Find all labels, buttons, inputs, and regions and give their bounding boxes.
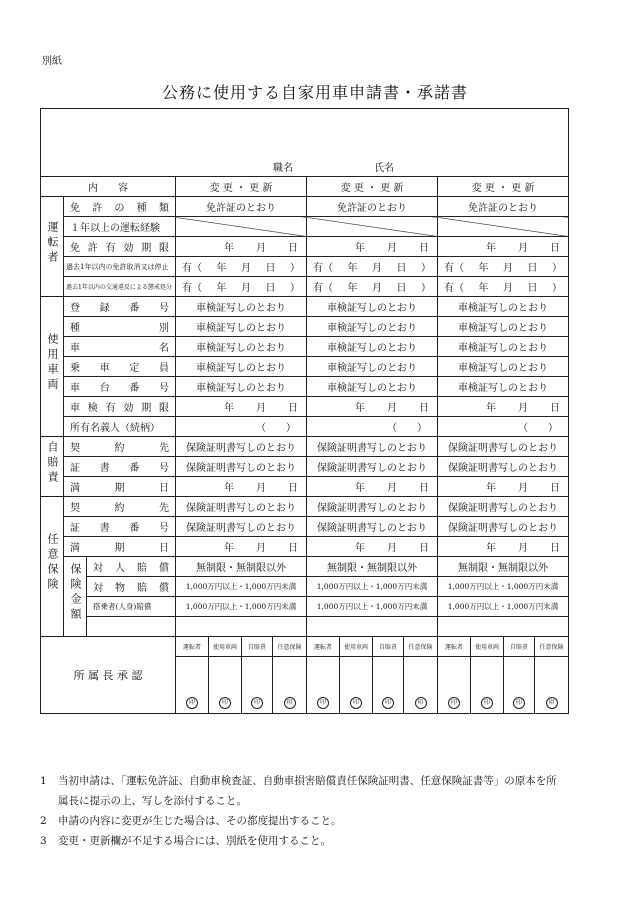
inspection-expiry-row	[41, 397, 569, 417]
change-update-header-2: 変 更 ・ 更 新	[307, 177, 438, 197]
note-3: 3 変更・更新欄が不足する場合には、別紙を使用すること。	[40, 835, 331, 847]
license-expiry-row	[41, 237, 569, 257]
nini-contractor-row	[41, 497, 569, 517]
inspection-expiry-value-1: 年 月 日	[176, 397, 307, 417]
bodily-liability-value-1: 無制限・無制限以外	[176, 557, 307, 577]
vehicle-name-row	[41, 337, 569, 357]
license-type-row	[41, 197, 569, 217]
seal-icon: 印	[317, 697, 329, 709]
registration-number-label: 登録番号	[64, 297, 176, 317]
stamp-cell[interactable]	[307, 657, 340, 714]
nini-certificate-value-2: 保険証明書写しのとおり	[307, 517, 438, 537]
driving-experience-label: １年以上の運転経験	[64, 217, 176, 237]
jibai-expiry-label: 満期日	[64, 477, 176, 497]
license-type-value-2: 免許証のとおり	[307, 197, 438, 217]
passenger-liability-label: 搭乗者(人身)賠償	[87, 597, 176, 617]
license-expiry-label: 免許有効期限	[64, 237, 176, 257]
capacity-label: 乗車定員	[64, 357, 176, 377]
registration-number-value-3: 車検証写しのとおり	[438, 297, 569, 317]
bodily-liability-value-2: 無制限・無制限以外	[307, 557, 438, 577]
capacity-value-1: 車検証写しのとおり	[176, 357, 307, 377]
amount-blank-row	[41, 617, 569, 637]
property-liability-value-2: 1,000万円以上・1,000万円未満	[307, 577, 438, 597]
seal-icon: 印	[415, 697, 427, 709]
nini-certificate-label: 証書番号	[64, 517, 176, 537]
stamp-head-nini-3: 任意保険	[535, 637, 569, 657]
vehicle-type-value-3: 車検証写しのとおり	[438, 317, 569, 337]
vehicle-type-row	[41, 317, 569, 337]
jibai-contractor-row	[41, 437, 569, 457]
bodily-liability-label: 対人賠償	[87, 557, 176, 577]
vehicle-name-label: 車名	[64, 337, 176, 357]
page-title: 公務に使用する自家用車申請書・承諾書	[161, 83, 468, 102]
jibai-certificate-value-3: 保険証明書写しのとおり	[438, 457, 569, 477]
stamp-head-vehicle-1: 使用車両	[209, 637, 242, 657]
driving-experience-row	[41, 217, 569, 237]
notes-section	[40, 771, 600, 851]
vehicle-group-label: 使用車両	[41, 297, 64, 437]
name-label: 氏名	[374, 162, 395, 174]
vehicle-type-value-2: 車検証写しのとおり	[307, 317, 438, 337]
driving-experience-cell-1	[176, 217, 307, 237]
stamp-cell[interactable]	[504, 657, 535, 714]
inspection-expiry-value-3: 年 月 日	[438, 397, 569, 417]
amount-blank-label	[87, 617, 176, 637]
top-blank-area	[41, 109, 569, 157]
seal-icon: 印	[513, 697, 525, 709]
license-type-value-3: 免許証のとおり	[438, 197, 569, 217]
capacity-value-2: 車検証写しのとおり	[307, 357, 438, 377]
chassis-number-value-3: 車検証写しのとおり	[438, 377, 569, 397]
chassis-number-row	[41, 377, 569, 397]
amount-blank-1	[176, 617, 307, 637]
attachment-label: 別紙	[42, 56, 62, 67]
stamp-head-jibai-2: 自賠責	[373, 637, 404, 657]
license-expiry-value-3: 年 月 日	[438, 237, 569, 257]
stamp-head-nini-2: 任意保険	[404, 637, 438, 657]
jibai-certificate-value-1: 保険証明書写しのとおり	[176, 457, 307, 477]
vehicle-name-value-1: 車検証写しのとおり	[176, 337, 307, 357]
name-row-cell	[41, 156, 569, 177]
jibai-certificate-row	[41, 457, 569, 477]
approval-label: 所 属 長 承 認	[41, 637, 176, 714]
note-1: 1 当初申請は、「運転免許証、自動車検査証、自動車損害賠償責任保険証明書、任意保険証書等」の原本を所	[40, 775, 557, 787]
violation-discipline-value-2: 有（ 年 月 日 ）	[307, 277, 438, 297]
owner-value-3: （ ）	[438, 417, 569, 437]
property-liability-value-1: 1,000万円以上・1,000万円未満	[176, 577, 307, 597]
jibaiseki-group-label: 自賠責	[41, 437, 64, 497]
license-expiry-value-2: 年 月 日	[307, 237, 438, 257]
registration-number-row	[41, 297, 569, 317]
license-revocation-value-2: 有（ 年 月 日 ）	[307, 257, 438, 277]
stamp-head-jibai-1: 自賠責	[242, 637, 273, 657]
jibai-certificate-label: 証書番号	[64, 457, 176, 477]
stamp-cell[interactable]	[404, 657, 438, 714]
jibai-contractor-value-2: 保険証明書写しのとおり	[307, 437, 438, 457]
nini-certificate-row	[41, 517, 569, 537]
seal-icon: 印	[219, 697, 231, 709]
nini-expiry-label: 満期日	[64, 537, 176, 557]
nini-expiry-value-3: 年 月 日	[438, 537, 569, 557]
license-expiry-value-1: 年 月 日	[176, 237, 307, 257]
vehicle-name-value-2: 車検証写しのとおり	[307, 337, 438, 357]
stamp-cell[interactable]	[209, 657, 242, 714]
insurance-amount-group-label: 保険金額	[64, 557, 87, 637]
seal-icon: 印	[284, 697, 296, 709]
property-liability-row	[41, 577, 569, 597]
stamp-cell[interactable]	[340, 657, 373, 714]
inspection-expiry-value-2: 年 月 日	[307, 397, 438, 417]
jibai-certificate-value-2: 保険証明書写しのとおり	[307, 457, 438, 477]
license-revocation-label: 過去1年以内の免許取消又は停止	[64, 257, 176, 277]
jibai-expiry-value-2: 年 月 日	[307, 477, 438, 497]
top-blank-cell	[41, 109, 569, 157]
nini-contractor-label: 契約先	[64, 497, 176, 517]
license-type-label: 免許の種類	[64, 197, 176, 217]
note-2: 2 申請の内容に変更が生じた場合は、その都度提出すること。	[40, 815, 342, 827]
jibai-expiry-row	[41, 477, 569, 497]
chassis-number-label: 車台番号	[64, 377, 176, 397]
passenger-liability-row	[41, 597, 569, 617]
chassis-number-value-1: 車検証写しのとおり	[176, 377, 307, 397]
property-liability-label: 対物賠償	[87, 577, 176, 597]
stamp-cell[interactable]	[471, 657, 504, 714]
seal-icon: 印	[186, 697, 198, 709]
nini-contractor-value-1: 保険証明書写しのとおり	[176, 497, 307, 517]
passenger-liability-value-3: 1,000万円以上・1,000万円未満	[438, 597, 569, 617]
passenger-liability-value-1: 1,000万円以上・1,000万円未満	[176, 597, 307, 617]
owner-value-2: （ ）	[307, 417, 438, 437]
stamp-cell[interactable]	[176, 657, 209, 714]
jibai-expiry-value-1: 年 月 日	[176, 477, 307, 497]
seal-icon: 印	[382, 697, 394, 709]
nini-expiry-row	[41, 537, 569, 557]
seal-icon: 印	[546, 697, 558, 709]
registration-number-value-2: 車検証写しのとおり	[307, 297, 438, 317]
property-liability-value-3: 1,000万円以上・1,000万円未満	[438, 577, 569, 597]
nini-expiry-value-1: 年 月 日	[176, 537, 307, 557]
seal-icon: 印	[448, 697, 460, 709]
stamp-head-jibai-3: 自賠責	[504, 637, 535, 657]
note-1-cont: 属長に提示の上、写しを添付すること。	[58, 795, 247, 807]
stamp-head-driver-3: 運転者	[438, 637, 471, 657]
nini-certificate-value-3: 保険証明書写しのとおり	[438, 517, 569, 537]
position-label: 職名	[273, 162, 293, 174]
stamp-head-vehicle-2: 使用車両	[340, 637, 373, 657]
jibai-contractor-value-3: 保険証明書写しのとおり	[438, 437, 569, 457]
stamp-head-driver-2: 運転者	[307, 637, 340, 657]
owner-value-1: （ ）	[176, 417, 307, 437]
change-update-header-1: 変 更 ・ 更 新	[176, 177, 307, 197]
column-header-row	[41, 177, 569, 197]
driving-experience-cell-3	[438, 217, 569, 237]
change-update-header-3: 変 更 ・ 更 新	[438, 177, 569, 197]
stamp-head-vehicle-3: 使用車両	[471, 637, 504, 657]
seal-icon: 印	[251, 697, 263, 709]
jibai-contractor-value-1: 保険証明書写しのとおり	[176, 437, 307, 457]
license-revocation-row	[41, 257, 569, 277]
violation-discipline-label: 過去1年以内の交通違反による懲戒処分	[64, 277, 176, 297]
content-header: 内 容	[41, 177, 176, 197]
seal-icon: 印	[481, 697, 493, 709]
jibai-contractor-label: 契約先	[64, 437, 176, 457]
vehicle-name-value-3: 車検証写しのとおり	[438, 337, 569, 357]
stamp-head-nini-1: 任意保険	[273, 637, 307, 657]
stamp-cell[interactable]	[273, 657, 307, 714]
driver-group-label: 運転者	[41, 197, 64, 297]
nini-contractor-value-2: 保険証明書写しのとおり	[307, 497, 438, 517]
violation-discipline-value-1: 有（ 年 月 日 ）	[176, 277, 307, 297]
bodily-liability-row	[41, 557, 569, 577]
amount-blank-3	[438, 617, 569, 637]
seal-icon: 印	[350, 697, 362, 709]
driving-experience-cell-2	[307, 217, 438, 237]
owner-label: 所有名義人（続柄）	[64, 417, 176, 437]
stamp-cell[interactable]	[438, 657, 471, 714]
application-form-table	[40, 108, 569, 714]
stamp-head-driver-1: 運転者	[176, 637, 209, 657]
nini-group-label: 任意保険	[41, 497, 64, 637]
passenger-liability-value-2: 1,000万円以上・1,000万円未満	[307, 597, 438, 617]
approval-header-row	[41, 637, 569, 657]
license-revocation-value-1: 有（ 年 月 日 ）	[176, 257, 307, 277]
license-revocation-value-3: 有（ 年 月 日 ）	[438, 257, 569, 277]
nini-contractor-value-3: 保険証明書写しのとおり	[438, 497, 569, 517]
license-type-value-1: 免許証のとおり	[176, 197, 307, 217]
violation-discipline-value-3: 有（ 年 月 日 ）	[438, 277, 569, 297]
capacity-row	[41, 357, 569, 377]
violation-discipline-row	[41, 277, 569, 297]
inspection-expiry-label: 車検有効期限	[64, 397, 176, 417]
owner-row	[41, 417, 569, 437]
vehicle-type-label: 種別	[64, 317, 176, 337]
stamp-cell[interactable]	[373, 657, 404, 714]
vehicle-type-value-1: 車検証写しのとおり	[176, 317, 307, 337]
stamp-cell[interactable]	[535, 657, 569, 714]
stamp-cell[interactable]	[242, 657, 273, 714]
amount-blank-2	[307, 617, 438, 637]
registration-number-value-1: 車検証写しのとおり	[176, 297, 307, 317]
bodily-liability-value-3: 無制限・無制限以外	[438, 557, 569, 577]
chassis-number-value-2: 車検証写しのとおり	[307, 377, 438, 397]
nini-certificate-value-1: 保険証明書写しのとおり	[176, 517, 307, 537]
name-row	[41, 156, 569, 177]
jibai-expiry-value-3: 年 月 日	[438, 477, 569, 497]
capacity-value-3: 車検証写しのとおり	[438, 357, 569, 377]
nini-expiry-value-2: 年 月 日	[307, 537, 438, 557]
